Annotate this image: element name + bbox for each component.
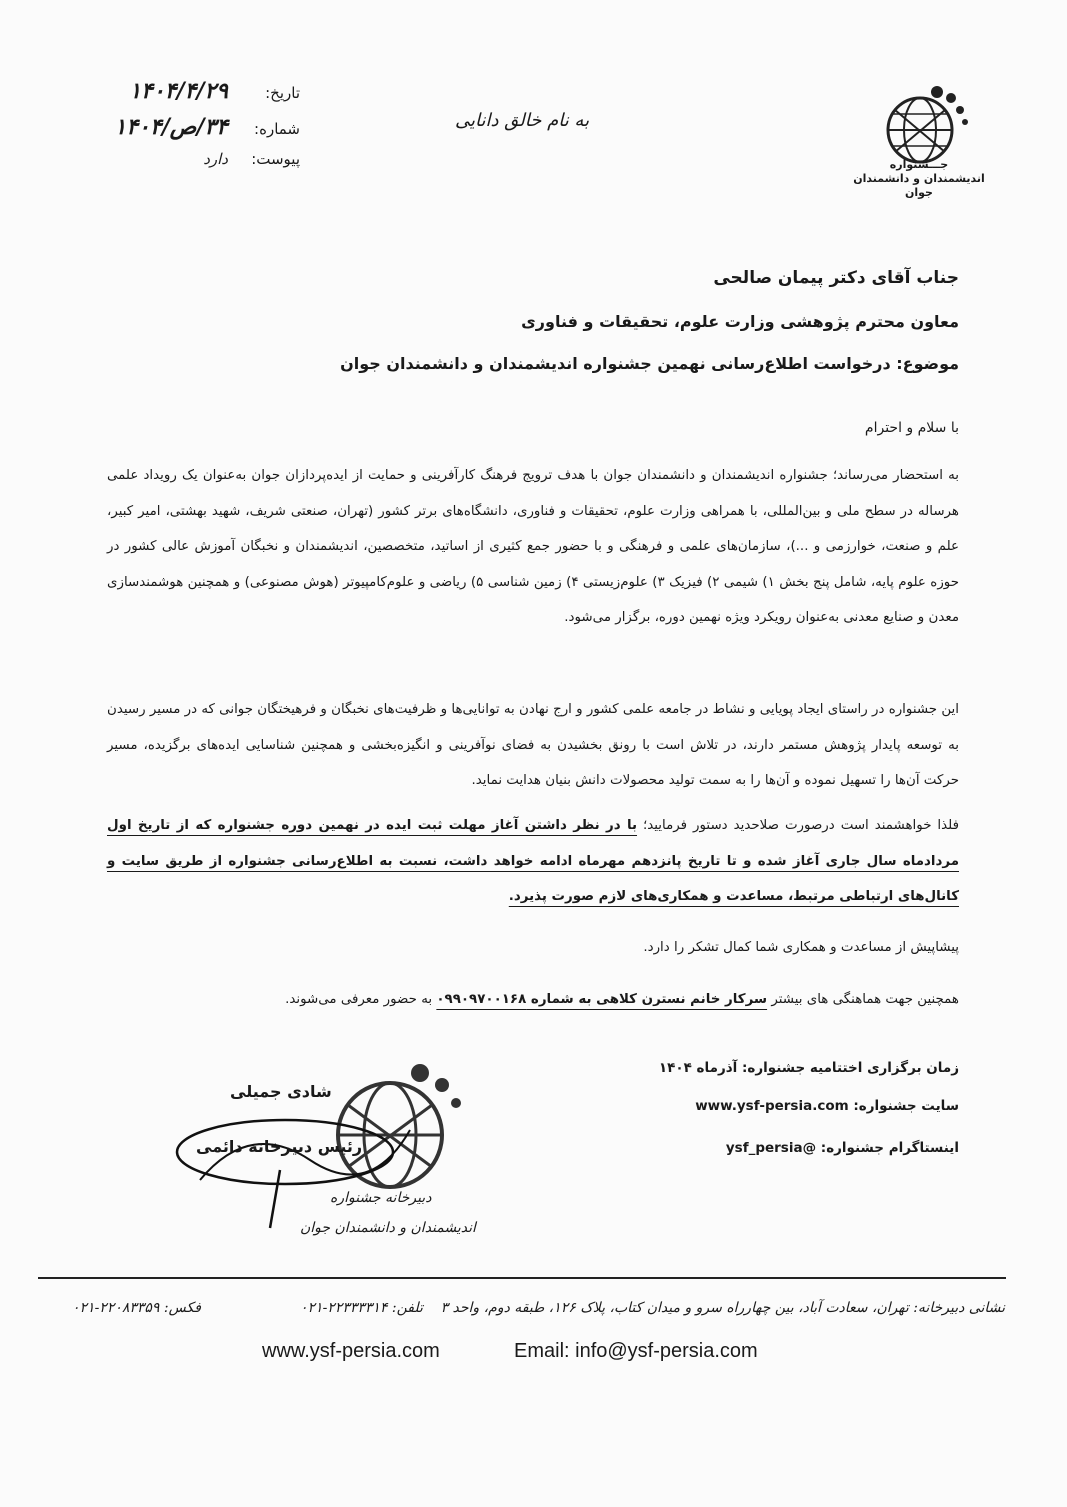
addressee-name: جناب آقای دکتر پیمان صالحی bbox=[713, 268, 959, 288]
footer-phone: تلفن: ۲۲۳۳۳۳۱۴-۰۲۱ bbox=[300, 1300, 423, 1316]
signer-title: رئیس دبیرخانه دائمی bbox=[196, 1137, 363, 1156]
logo-line-1: جـــشنواره bbox=[889, 158, 949, 171]
request-start: فلذا خواهشمند است درصورت صلاحدید دستور فرمایید؛ bbox=[637, 818, 960, 833]
paragraph-intro: به استحضار می‌رساند؛ جشنواره اندیشمندان و دانشمندان جوان با هدف ترویج فرهنگ کارآفرینی و حمایت از ایده‌پردازان جوان به‌عنوان یک رویداد علمی هرساله در سطح ملی و بین‌المللی، با همراهی وزارت علوم، تحقیقات و فناوری، دانشگاه‌های برتر کشور (تهران، صنعتی شریف، شهید بهشتی، امیر کبیر، علم و صنعت، خوارزمی و ...)، سازمان‌های علمی و فرهنگی و با حضور جمع کثیری از اساتید، متخصصین، اندیشمندان و نخبگان آموزش عالی کشور در حوزه علوم پایه، شامل پنج بخش ۱) شیمی ۲) فیزیک ۳) علوم‌زیستی ۴) زمین شناسی ۵) ریاضی و علوم‌کامپیوتر (هوش مصنوعی) و همچنین هوشمندسازی معدن و صنایع معدنی به‌عنوان رویکرد ویژه نهمین دوره، برگزار می‌شود. bbox=[107, 468, 959, 625]
contact-start: همچنین جهت هماهنگی های بیشتر bbox=[767, 992, 959, 1007]
stamp-org-line-1: دبیرخانه جشنواره bbox=[330, 1190, 432, 1206]
request-highlight: با در نظر داشتن آغاز مهلت ثبت ایده در نهمین دوره جشنواره که از تاریخ اول مردادماه سال جاری آغاز شده و تا تاریخ پانزدهم مهرماه ادامه خواهد داشت، نسبت به اطلاع‌رسانی جشنواره از طریق سایت و کانال‌های ارتباطی مرتبط، مساعدت و همکاری‌های لازم صورت پذیرد. bbox=[107, 818, 959, 904]
festival-instagram: اینستاگرام جشنواره: @ysf_persia bbox=[725, 1140, 959, 1156]
number-value: ۳۴/ص/۱۴۰۴ bbox=[114, 114, 228, 140]
paragraph-request bbox=[107, 808, 959, 915]
paragraph-goals: این جشنواره در راستای ایجاد پویایی و نشاط در جامعه علمی کشور و ارج نهادن به توانایی‌ها و ظرفیت‌های نخبگان و فرهیختگان جوانی که در مسیر رسیدن به توسعه پایدار پژوهش مستمر دارند، در تلاش است با رونق بخشیدن به فضای نوآفرینی و انگیزه‌بخشی و همچنین شناسایی ایده‌های برگزیده، مسیر حرکت آن‌ها را تسهیل نموده و آن‌ها را به سمت تولید محصولات دانش بنیان هدایت نماید. bbox=[107, 702, 959, 788]
footer-website-link[interactable]: www.ysf-persia.com bbox=[262, 1340, 440, 1362]
closing-date: زمان برگزاری اختتامیه جشنواره: آذرماه ۱۴۰۴ bbox=[658, 1060, 959, 1076]
logo-caption bbox=[849, 158, 989, 200]
date-value: ۱۴۰۴/۴/۲۹ bbox=[129, 78, 228, 104]
number-row bbox=[80, 114, 300, 150]
greeting: با سلام و احترام bbox=[864, 420, 959, 436]
signer-name: شادی جمیلی bbox=[230, 1082, 332, 1101]
stamp-org-line-2: اندیشمندان و دانشمندان جوان bbox=[300, 1220, 476, 1236]
attachment-row bbox=[80, 150, 300, 186]
addressee-position: معاون محترم پژوهشی وزارت علوم، تحقیقات و فناوری bbox=[521, 312, 959, 331]
footer-address: نشانی دبیرخانه: تهران، سعادت آباد، بین چهارراه سرو و میدان کتاب، پلاک ۱۲۶، طبقه دوم، واحد ۳ bbox=[440, 1300, 1005, 1316]
festival-site: سایت جشنواره: www.ysf-persia.com bbox=[695, 1098, 959, 1114]
footer-fax: فکس: ۲۲۰۸۳۳۵۹-۰۲۱ bbox=[72, 1300, 201, 1316]
attachment-value: دارد bbox=[203, 150, 228, 168]
number-label: شماره: bbox=[254, 120, 300, 138]
footer-divider bbox=[38, 1277, 1006, 1279]
paragraph-contact bbox=[285, 992, 959, 1007]
subject-line: موضوع: درخواست اطلاع‌رسانی نهمین جشنواره اندیشمندان و دانشمندان جوان bbox=[340, 354, 959, 373]
footer-email-link[interactable]: Email: info@ysf-persia.com bbox=[514, 1340, 758, 1362]
letter-meta bbox=[80, 78, 300, 186]
attachment-label: پیوست: bbox=[251, 150, 300, 168]
contact-end: به حضور معرفی می‌شوند. bbox=[285, 992, 437, 1007]
date-label: تاریخ: bbox=[265, 84, 300, 102]
date-row bbox=[80, 78, 300, 114]
basmala: به نام خالق دانایی bbox=[455, 110, 590, 131]
logo-line-2: اندیشمندان و دانشمندان جوان bbox=[853, 172, 985, 199]
contact-highlight: سرکار خانم نسترن کلاهی به شماره ۰۹۹۰۹۷۰۰۱۶۸ bbox=[436, 992, 768, 1007]
paragraph-thanks: پیشاپیش از مساعدت و همکاری شما کمال تشکر را دارد. bbox=[643, 940, 959, 955]
